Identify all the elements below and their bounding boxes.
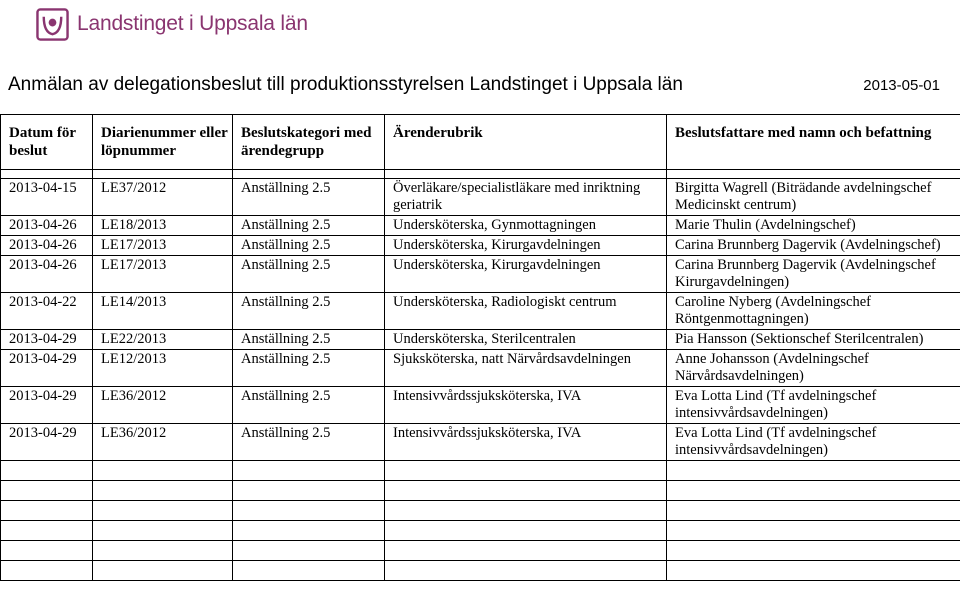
cell-category: Anställning 2.5: [233, 293, 385, 330]
cell-decision-maker: Birgitta Wagrell (Biträdande avdelningschef Medicinskt centrum): [667, 179, 960, 216]
cell-subject: Undersköterska, Gynmottagningen: [385, 216, 667, 236]
empty-cell: [233, 561, 385, 581]
cell-category: Anställning 2.5: [233, 256, 385, 293]
empty-cell: [385, 481, 667, 501]
empty-cell: [385, 561, 667, 581]
cell-subject: Undersköterska, Kirurgavdelningen: [385, 236, 667, 256]
cell-category: Anställning 2.5: [233, 216, 385, 236]
empty-row: [1, 521, 960, 541]
empty-cell: [1, 461, 93, 481]
empty-cell: [385, 541, 667, 561]
cell-date: 2013-04-29: [1, 424, 93, 461]
cell-subject: Intensivvårdssjuksköterska, IVA: [385, 387, 667, 424]
empty-cell: [93, 521, 233, 541]
empty-cell: [93, 501, 233, 521]
empty-cell: [1, 481, 93, 501]
empty-cell: [1, 521, 93, 541]
cell-diary-number: LE14/2013: [93, 293, 233, 330]
empty-cell: [93, 541, 233, 561]
cell-category: Anställning 2.5: [233, 179, 385, 216]
cell-category: Anställning 2.5: [233, 350, 385, 387]
empty-cell: [667, 521, 960, 541]
cell-diary-number: LE36/2012: [93, 387, 233, 424]
cell-category: Anställning 2.5: [233, 330, 385, 350]
empty-cell: [1, 561, 93, 581]
column-header-decision-maker: Beslutsfattare med namn och befattning: [667, 115, 960, 170]
cell-diary-number: LE12/2013: [93, 350, 233, 387]
cell-subject: Undersköterska, Radiologiskt centrum: [385, 293, 667, 330]
cell-subject: Överläkare/specialistläkare med inriktning geriatrik: [385, 179, 667, 216]
column-header-diary-number: Diarienummer eller löpnummer: [93, 115, 233, 170]
empty-cell: [667, 501, 960, 521]
cell-diary-number: LE17/2013: [93, 256, 233, 293]
cell-date: 2013-04-15: [1, 179, 93, 216]
cell-decision-maker: Anne Johansson (Avdelningschef Närvårdsavdelningen): [667, 350, 960, 387]
cell-date: 2013-04-22: [1, 293, 93, 330]
cell-date: 2013-04-26: [1, 236, 93, 256]
cell-diary-number: LE22/2013: [93, 330, 233, 350]
empty-cell: [93, 461, 233, 481]
empty-cell: [1, 501, 93, 521]
table-row: [1, 350, 960, 387]
empty-cell: [93, 561, 233, 581]
table-header-row: [1, 115, 960, 170]
table-row: [1, 330, 960, 350]
empty-cell: [1, 541, 93, 561]
cell-decision-maker: Caroline Nyberg (Avdelningschef Röntgenmottagningen): [667, 293, 960, 330]
cell-decision-maker: Pia Hansson (Sektionschef Sterilcentralen): [667, 330, 960, 350]
cell-diary-number: LE17/2013: [93, 236, 233, 256]
column-header-category: Beslutskategori med ärendegrupp: [233, 115, 385, 170]
cell-subject: Undersköterska, Sterilcentralen: [385, 330, 667, 350]
delegation-table: [0, 114, 960, 581]
document-date: 2013-05-01: [863, 77, 940, 94]
empty-cell: [385, 501, 667, 521]
empty-cell: [233, 541, 385, 561]
page-title: Anmälan av delegationsbeslut till produktionsstyrelsen Landstinget i Uppsala län: [8, 74, 683, 95]
cell-diary-number: LE36/2012: [93, 424, 233, 461]
table-row: [1, 293, 960, 330]
empty-row: [1, 481, 960, 501]
landstinget-logo: [36, 6, 308, 42]
empty-cell: [667, 481, 960, 501]
empty-cell: [233, 461, 385, 481]
empty-cell: [233, 501, 385, 521]
empty-cell: [385, 461, 667, 481]
column-header-date: Datum för beslut: [1, 115, 93, 170]
empty-row: [1, 461, 960, 481]
empty-row: [1, 561, 960, 581]
empty-row: [1, 501, 960, 521]
cell-category: Anställning 2.5: [233, 424, 385, 461]
column-header-subject: Ärenderubrik: [385, 115, 667, 170]
cell-date: 2013-04-29: [1, 387, 93, 424]
cell-decision-maker: Eva Lotta Lind (Tf avdelningschef intensivvårdsavdelningen): [667, 387, 960, 424]
table-row: [1, 216, 960, 236]
empty-cell: [233, 481, 385, 501]
table-row: [1, 179, 960, 216]
table-row: [1, 256, 960, 293]
empty-row: [1, 541, 960, 561]
empty-cell: [233, 521, 385, 541]
table-body: [1, 170, 960, 581]
cell-decision-maker: Eva Lotta Lind (Tf avdelningschef intensivvårdsavdelningen): [667, 424, 960, 461]
cell-diary-number: LE18/2013: [93, 216, 233, 236]
empty-cell: [667, 461, 960, 481]
cell-decision-maker: Marie Thulin (Avdelningschef): [667, 216, 960, 236]
empty-cell: [93, 481, 233, 501]
spacer-row: [1, 170, 960, 179]
cell-subject: Undersköterska, Kirurgavdelningen: [385, 256, 667, 293]
cell-date: 2013-04-26: [1, 256, 93, 293]
cell-category: Anställning 2.5: [233, 236, 385, 256]
cell-decision-maker: Carina Brunnberg Dagervik (Avdelningschef): [667, 236, 960, 256]
cell-category: Anställning 2.5: [233, 387, 385, 424]
table-row: [1, 387, 960, 424]
empty-cell: [667, 541, 960, 561]
table-row: [1, 236, 960, 256]
logo-text: Landstinget i Uppsala län: [77, 12, 308, 35]
landstinget-emblem-icon: [36, 8, 69, 41]
cell-date: 2013-04-29: [1, 330, 93, 350]
cell-date: 2013-04-29: [1, 350, 93, 387]
cell-diary-number: LE37/2012: [93, 179, 233, 216]
cell-decision-maker: Carina Brunnberg Dagervik (Avdelningschef Kirurgavdelningen): [667, 256, 960, 293]
cell-date: 2013-04-26: [1, 216, 93, 236]
cell-subject: Sjuksköterska, natt Närvårdsavdelningen: [385, 350, 667, 387]
table-row: [1, 424, 960, 461]
empty-cell: [667, 561, 960, 581]
empty-cell: [385, 521, 667, 541]
cell-subject: Intensivvårdssjuksköterska, IVA: [385, 424, 667, 461]
